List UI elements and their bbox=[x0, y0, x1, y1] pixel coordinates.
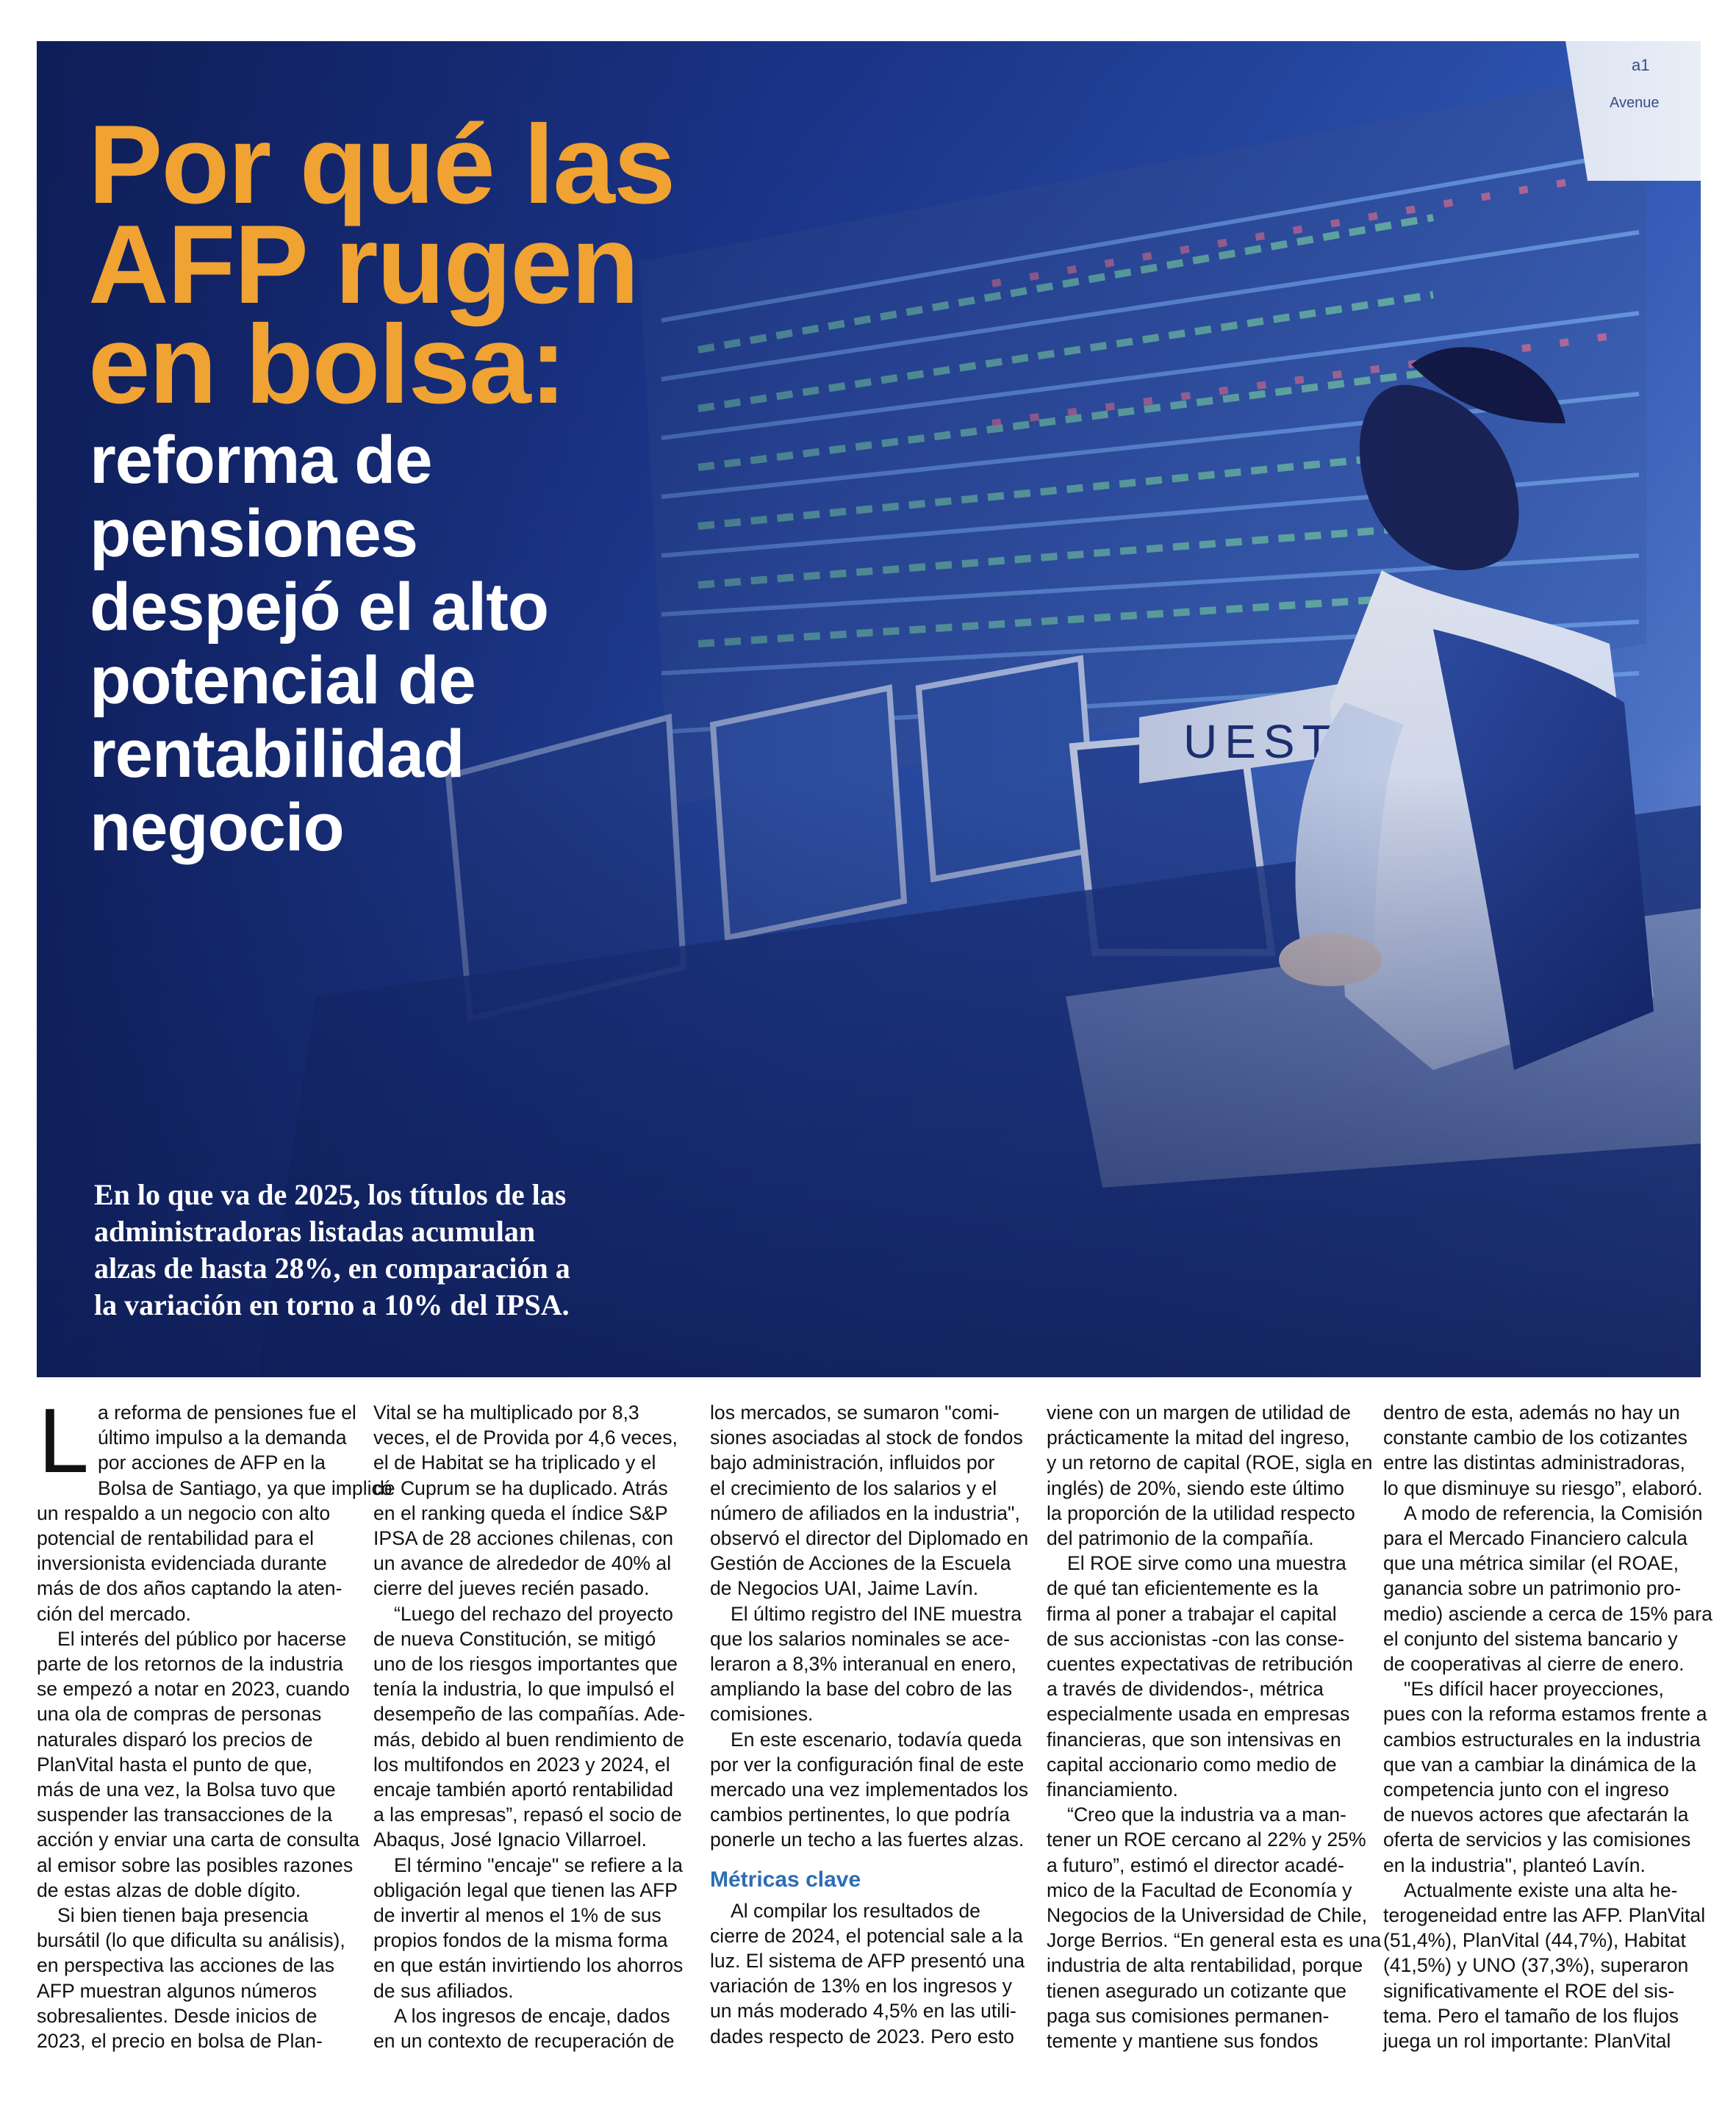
text-line: Si bien tienen baja presencia bbox=[57, 1904, 309, 1927]
text-line: parte de los retornos de la industria bbox=[37, 1653, 343, 1676]
text-line: que van a cambiar la dinámica de la bbox=[1383, 1753, 1696, 1776]
text-line: especialmente usada en empresas bbox=[1047, 1703, 1350, 1726]
text-line: Bolsa de Santiago, ya que implicó bbox=[97, 1476, 392, 1499]
lede-line: En lo que va de 2025, los títulos de las bbox=[94, 1178, 567, 1211]
text-line: una ola de compras de personas bbox=[37, 1703, 322, 1726]
article-column-2 bbox=[373, 1400, 685, 2053]
text-line: 2023, el precio en bolsa de Plan- bbox=[37, 2030, 323, 2053]
text-line: propios fondos de la misma forma bbox=[373, 1929, 668, 1952]
subheadline-line: potencial de bbox=[90, 643, 476, 718]
text-line: bajo administración, influidos por bbox=[710, 1451, 995, 1474]
text-line: de sus afiliados. bbox=[373, 1979, 514, 2002]
text-line: tenía la industria, lo que impulsó el bbox=[373, 1678, 675, 1701]
text-line: más de una vez, la Bolsa tuvo que bbox=[37, 1779, 336, 1801]
text-line: naturales disparó los precios de bbox=[37, 1728, 313, 1751]
text-line: mercado una vez implementados los bbox=[710, 1779, 1029, 1801]
text-line: PlanVital hasta el punto de que, bbox=[37, 1753, 313, 1776]
text-line: "Es difícil hacer proyecciones, bbox=[1404, 1678, 1664, 1701]
text-line: paga sus comisiones permanen- bbox=[1047, 2004, 1330, 2027]
article-column-4 bbox=[1047, 1400, 1382, 2053]
headline-line: AFP rugen bbox=[88, 202, 638, 327]
text-line: sobresalientes. Desde inicios de bbox=[37, 2004, 318, 2027]
text-line: de qué tan eficientemente es la bbox=[1047, 1577, 1319, 1600]
text-line: a reforma de pensiones fue el bbox=[97, 1402, 356, 1424]
text-line: de Negocios UAI, Jaime Lavín. bbox=[710, 1577, 979, 1600]
article-column-5 bbox=[1383, 1400, 1712, 2053]
text-line: ganancia sobre un patrimonio pro- bbox=[1383, 1577, 1682, 1600]
text-line: más, debido al buen rendimiento de bbox=[373, 1728, 684, 1751]
text-line: uno de los riesgos importantes que bbox=[373, 1653, 678, 1676]
text-line: el crecimiento de los salarios y el bbox=[710, 1476, 997, 1499]
text-line: luz. El sistema de AFP presentó una bbox=[710, 1950, 1025, 1973]
text-line: El término "encaje" se refiere a la bbox=[394, 1853, 683, 1876]
text-line: de Cuprum se ha duplicado. Atrás bbox=[373, 1476, 668, 1499]
text-line: (51,4%), PlanVital (44,7%), Habitat bbox=[1383, 1929, 1686, 1952]
text-line: a futuro”, estimó el director acadé- bbox=[1047, 1853, 1344, 1876]
text-line: Jorge Berrios. “En general esta es una bbox=[1047, 1929, 1382, 1952]
lede-line: administradoras listadas acumulan bbox=[94, 1215, 536, 1248]
text-line: prácticamente la mitad del ingreso, bbox=[1047, 1426, 1350, 1449]
text-line: tienen asegurado un cotizante que bbox=[1047, 1979, 1347, 2002]
text-line: leraron a 8,3% interanual en enero, bbox=[710, 1653, 1016, 1676]
text-line: cuentes expectativas de retribución bbox=[1047, 1653, 1353, 1676]
text-line: constante cambio de los cotizantes bbox=[1383, 1426, 1687, 1449]
text-line: cambios pertinentes, lo que podría bbox=[710, 1804, 1011, 1826]
headline-line: en bolsa: bbox=[88, 302, 566, 427]
text-line: capital accionario como medio de bbox=[1047, 1753, 1337, 1776]
text-line: siones asociadas al stock de fondos bbox=[710, 1426, 1023, 1449]
text-line: un respaldo a un negocio con alto bbox=[37, 1501, 331, 1524]
text-line: los mercados, se sumaron "comi- bbox=[710, 1402, 1000, 1424]
text-line: entre las distintas administradoras, bbox=[1383, 1451, 1685, 1474]
text-line: de cooperativas al cierre de enero. bbox=[1383, 1653, 1685, 1676]
text-line: desempeño de las compañías. Ade- bbox=[373, 1703, 686, 1726]
subheadline-line: reforma de bbox=[90, 423, 432, 498]
text-line: temente y mantiene sus fondos bbox=[1047, 2030, 1319, 2053]
text-line: a las empresas”, repasó el socio de bbox=[373, 1804, 682, 1826]
text-line: por acciones de AFP en la bbox=[97, 1451, 326, 1474]
hero-illustration bbox=[37, 41, 1701, 1377]
text-line: mico de la Facultad de Economía y bbox=[1047, 1878, 1352, 1901]
text-line: un más moderado 4,5% en las utili- bbox=[710, 2000, 1016, 2023]
text-line: tener un ROE cercano al 22% y 25% bbox=[1047, 1828, 1366, 1851]
text-line: del patrimonio de la compañía. bbox=[1047, 1527, 1314, 1550]
text-line: bursátil (lo que dificulta su análisis), bbox=[37, 1929, 345, 1952]
text-line: que los salarios nominales se ace- bbox=[710, 1627, 1010, 1650]
text-line: Negocios de la Universidad de Chile, bbox=[1047, 1904, 1368, 1927]
text-line: obligación legal que tienen las AFP bbox=[373, 1878, 678, 1901]
text-line: cierre de 2024, el potencial sale a la bbox=[710, 1924, 1023, 1947]
text-line: medio) asciende a cerca de 15% para bbox=[1383, 1602, 1712, 1625]
text-line: El último registro del INE muestra bbox=[731, 1602, 1022, 1625]
text-line: El ROE sirve como una muestra bbox=[1067, 1552, 1346, 1575]
text-line: a través de dividendos-, métrica bbox=[1047, 1678, 1324, 1701]
lede bbox=[94, 1177, 653, 1324]
text-line: variación de 13% en los ingresos y bbox=[710, 1975, 1012, 1998]
text-line: competencia junto con el ingreso bbox=[1383, 1779, 1669, 1801]
text-line: ción del mercado. bbox=[37, 1602, 191, 1625]
text-line: observó el director del Diplomado en bbox=[710, 1527, 1029, 1550]
text-line: AFP muestran algunos números bbox=[37, 1979, 317, 2002]
text-line: inversionista evidenciada durante bbox=[37, 1552, 327, 1575]
text-line: de nueva Constitución, se mitigó bbox=[373, 1627, 656, 1650]
text-line: industria de alta rentabilidad, porque bbox=[1047, 1954, 1363, 1977]
text-line: para el Mercado Financiero calcula bbox=[1383, 1527, 1687, 1550]
text-line: de estas alzas de doble dígito. bbox=[37, 1878, 301, 1901]
text-line: viene con un margen de utilidad de bbox=[1047, 1402, 1351, 1424]
text-line: por ver la configuración final de este bbox=[710, 1753, 1025, 1776]
text-line: “Creo que la industria va a man- bbox=[1067, 1804, 1346, 1826]
text-line: IPSA de 28 acciones chilenas, con bbox=[373, 1527, 674, 1550]
text-line: de sus accionistas -con las conse- bbox=[1047, 1627, 1345, 1650]
text-line: acción y enviar una carta de consulta bbox=[37, 1828, 360, 1851]
text-line: en el ranking queda el índice S&P bbox=[373, 1501, 668, 1524]
text-line: “Luego del rechazo del proyecto bbox=[394, 1602, 673, 1625]
subheadline-line: pensiones bbox=[90, 496, 418, 571]
text-line: veces, el de Provida por 4,6 veces, bbox=[373, 1426, 678, 1449]
text-line: de nuevos actores que afectarán la bbox=[1383, 1804, 1689, 1826]
text-line: número de afiliados en la industria", bbox=[710, 1501, 1020, 1524]
text-line: dentro de esta, además no hay un bbox=[1383, 1402, 1680, 1424]
subheadline-line: despejó el alto bbox=[90, 570, 549, 645]
text-line: juega un rol importante: PlanVital bbox=[1383, 2030, 1671, 2053]
drop-cap: L bbox=[38, 1390, 89, 1492]
text-line: Actualmente existe una alta he- bbox=[1404, 1878, 1678, 1901]
text-line: Vital se ha multiplicado por 8,3 bbox=[373, 1402, 639, 1424]
text-line: Abaqus, José Ignacio Villarroel. bbox=[373, 1828, 648, 1851]
text-line: A los ingresos de encaje, dados bbox=[394, 2004, 670, 2027]
text-line: se empezó a notar en 2023, cuando bbox=[37, 1678, 350, 1701]
text-line: el de Habitat se ha triplicado y el bbox=[373, 1451, 656, 1474]
text-line: Gestión de Acciones de la Escuela bbox=[710, 1552, 1011, 1575]
text-line: y un retorno de capital (ROE, sigla en bbox=[1047, 1451, 1373, 1474]
text-line: cierre del jueves recién pasado. bbox=[373, 1577, 650, 1600]
text-line: en la industria", planteó Lavín. bbox=[1383, 1853, 1646, 1876]
text-line: el conjunto del sistema bancario y bbox=[1383, 1627, 1678, 1650]
text-line: En este escenario, todavía queda bbox=[731, 1728, 1022, 1751]
text-line: los multifondos en 2023 y 2024, el bbox=[373, 1753, 670, 1776]
text-line: tema. Pero el tamaño de los flujos bbox=[1383, 2004, 1679, 2027]
text-line: en perspectiva las acciones de las bbox=[37, 1954, 335, 1977]
subheadline bbox=[90, 423, 751, 864]
subheadline-line: negocio bbox=[90, 790, 344, 865]
text-line: El interés del público por hacerse bbox=[57, 1627, 347, 1650]
text-line: de invertir al menos el 1% de sus bbox=[373, 1904, 661, 1927]
text-line: significativamente el ROE del sis- bbox=[1383, 1979, 1675, 2002]
text-line: más de dos años captando la aten- bbox=[37, 1577, 342, 1600]
lede-line: la variación en torno a 10% del IPSA. bbox=[94, 1288, 570, 1321]
text-line: en que están invirtiendo los ahorros bbox=[373, 1954, 684, 1977]
text-line: terogeneidad entre las AFP. PlanVital bbox=[1383, 1904, 1706, 1927]
text-line: ampliando la base del cobro de las bbox=[710, 1678, 1012, 1701]
article-column-1 bbox=[37, 1390, 392, 2053]
text-line: al emisor sobre las posibles razones bbox=[37, 1853, 354, 1876]
article-body bbox=[37, 1390, 1712, 2106]
headline bbox=[88, 102, 750, 427]
text-line: (41,5%) y UNO (37,3%), superaron bbox=[1383, 1954, 1689, 1977]
text-line: dades respecto de 2023. Pero esto bbox=[710, 2025, 1014, 2048]
text-line: oferta de servicios y las comisiones bbox=[1383, 1828, 1691, 1851]
text-line: inglés) de 20%, siendo este último bbox=[1047, 1476, 1345, 1499]
text-line: Al compilar los resultados de bbox=[731, 1899, 980, 1922]
headline-line: Por qué las bbox=[88, 102, 675, 227]
section-heading: Métricas clave bbox=[710, 1867, 861, 1892]
text-line: la proporción de la utilidad respecto bbox=[1047, 1501, 1355, 1524]
text-line: pues con la reforma estamos frente a bbox=[1383, 1703, 1707, 1726]
text-line: firma al poner a trabajar el capital bbox=[1047, 1602, 1337, 1625]
text-line: cambios estructurales en la industria bbox=[1383, 1728, 1701, 1751]
text-line: ponerle un techo a las fuertes alzas. bbox=[710, 1828, 1025, 1851]
text-line: financiamiento. bbox=[1047, 1779, 1178, 1801]
text-line: último impulso a la demanda bbox=[97, 1426, 347, 1449]
text-line: potencial de rentabilidad para el bbox=[37, 1527, 315, 1550]
text-line: que una métrica similar (el ROAE, bbox=[1383, 1552, 1679, 1575]
subheadline-line: rentabilidad bbox=[90, 717, 465, 792]
article-column-3 bbox=[710, 1400, 1029, 2049]
text-line: un avance de alrededor de 40% al bbox=[373, 1552, 672, 1575]
text-line: comisiones. bbox=[710, 1703, 814, 1726]
lede-line: alzas de hasta 28%, en comparación a bbox=[94, 1252, 570, 1285]
text-line: encaje también aportó rentabilidad bbox=[373, 1779, 674, 1801]
text-line: financieras, que son intensivas en bbox=[1047, 1728, 1341, 1751]
text-line: A modo de referencia, la Comisión bbox=[1404, 1501, 1703, 1524]
text-line: en un contexto de recuperación de bbox=[373, 2030, 675, 2053]
text-line: suspender las transacciones de la bbox=[37, 1804, 333, 1826]
text-line: lo que disminuye su riesgo”, elaboró. bbox=[1383, 1476, 1703, 1499]
